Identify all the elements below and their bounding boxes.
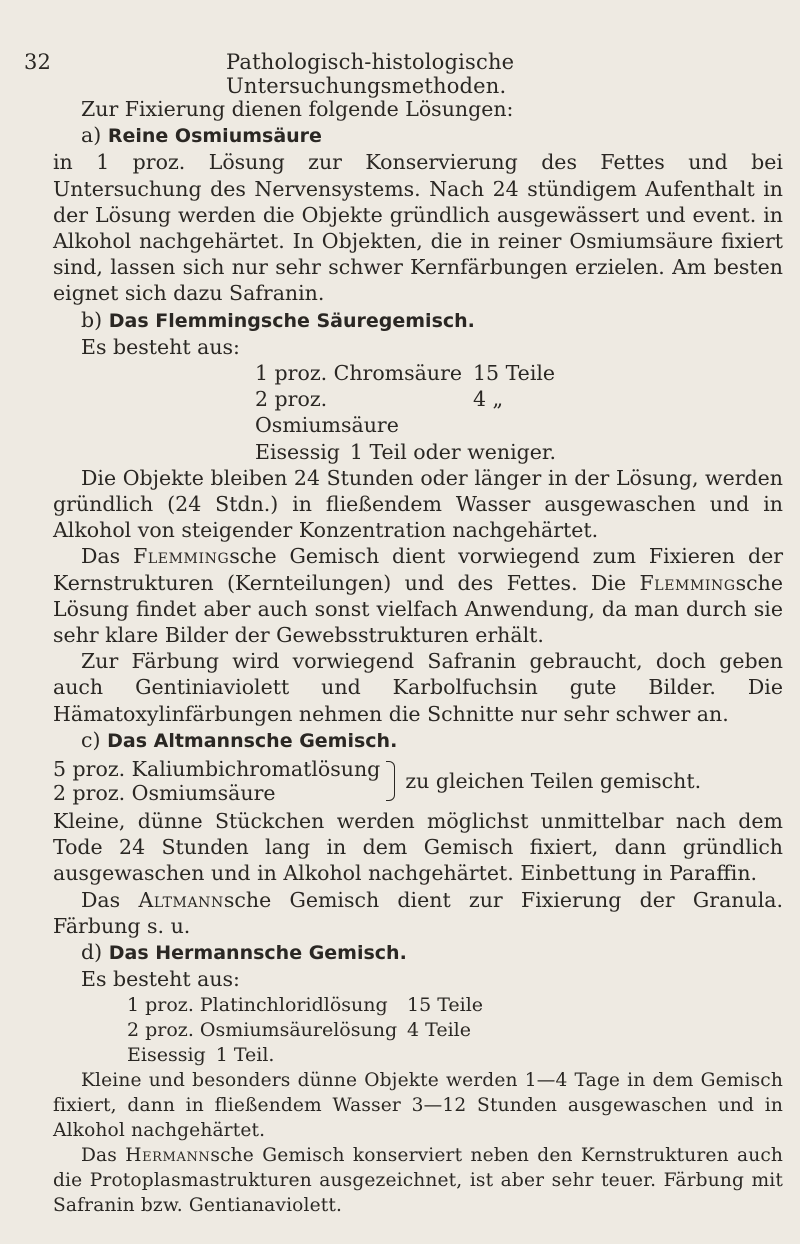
- formula-row: [255, 360, 783, 386]
- section-d-letter: d): [81, 940, 103, 965]
- section-d-consists: Es besteht aus:: [81, 967, 240, 992]
- page-header: [24, 50, 740, 98]
- page-number: 32: [24, 50, 52, 74]
- section-a-heading: [53, 122, 783, 149]
- formula-row: [255, 386, 783, 438]
- section-b-paragraph-1: Die Objekte bleiben 24 Stunden oder länger in der Lösung, werden gründlich (24 Stdn.) in fließendem Wasser ausgewaschen und in Alkohol von steigender Konzentration nachgehärtet.: [53, 465, 783, 543]
- ingredient-name: 1 proz. Chromsäure: [255, 361, 463, 386]
- mixture-components: [53, 757, 380, 805]
- component: 2 proz. Osmiumsäure: [53, 781, 276, 806]
- section-b-heading: [53, 307, 783, 334]
- section-b-formula: [53, 360, 783, 465]
- ingredient-name: 2 proz. Osmiumsäurelösung: [127, 1018, 398, 1041]
- author-name: Hermann: [125, 1144, 211, 1166]
- section-a-letter: a): [81, 123, 102, 148]
- section-a-text: in 1 proz. Lösung zur Konservierung des Fettes und bei Untersuchung des Nervensystems. Nach 24 stündigem Aufenthalt in der Lösung werden die Objekte gründlich ausgewässert und event. in Alkohol nachgehärtet. In Objekten, die in reiner Osmiumsäure fixiert sind, lassen sich nur sehr schwer Kernfärbungen erzielen. Am besten eignet sich dazu Safranin.: [53, 150, 783, 306]
- text-run: Das: [81, 887, 139, 912]
- formula-row: [127, 1018, 783, 1043]
- text-run: sche Lösung findet aber auch sonst vielfach Anwendung, da man durch sie sehr klare Bilder der Gewebsstrukturen erhält.: [53, 570, 783, 648]
- text-run: sche Gemisch dient vorwiegend zum Fixieren der Kernstrukturen (Kernteilungen) und des Fettes. Die: [53, 544, 783, 595]
- section-b-paragraph-2: [53, 543, 783, 648]
- text-run: sche Gemisch dient zur Fixierung der Granula. Färbung s. u.: [53, 887, 783, 938]
- ingredient-amount: 4 „: [473, 387, 504, 412]
- component: 5 proz. Kaliumbichromatlösung: [53, 757, 381, 782]
- section-d-paragraph-1: Kleine und besonders dünne Objekte werden 1—4 Tage in dem Gemisch fixiert, dann in fließendem Wasser 3—12 Stunden ausgewaschen und in Alkohol nachgehärtet.: [53, 1069, 783, 1141]
- text-run: Das: [81, 544, 134, 569]
- formula-row: [127, 1043, 783, 1068]
- formula-row: [127, 993, 783, 1018]
- section-c-paragraph-2: [53, 887, 783, 939]
- text-run: sche Gemisch konserviert neben den Kernstrukturen auch die Protoplasmastrukturen ausgezeichnet, ist aber sehr teuer. Färbung mit Safranin bzw. Gentianaviolett.: [53, 1144, 784, 1216]
- ingredient-name: Eisessig: [255, 439, 340, 464]
- section-a-title: Reine Osmiumsäure: [107, 125, 322, 148]
- author-name: Flemming: [639, 570, 736, 595]
- ingredient-amount: 4 Teile: [407, 1018, 471, 1041]
- author-name: Altmann: [138, 887, 224, 912]
- running-title: Pathologisch-histologische Untersuchungsmethoden.: [226, 50, 515, 98]
- section-b-letter: b): [81, 307, 103, 332]
- section-b-paragraph-3: Zur Färbung wird vorwiegend Safranin gebraucht, doch geben auch Gentiniaviolett und Karbolfuchsin gute Bilder. Die Hämatoxylinfärbungen nehmen die Schnitte nur sehr schwer an.: [53, 649, 783, 726]
- author-name: Flemming: [133, 544, 230, 569]
- mixture-ratio: zu gleichen Teilen gemischt.: [405, 768, 702, 793]
- section-c-letter: c): [81, 727, 101, 752]
- ingredient-name: 1 proz. Platinchloridlösung: [127, 993, 388, 1016]
- ingredient-amount: 15 Teile: [407, 993, 484, 1016]
- ingredient-name: 2 proz. Osmiumsäure: [255, 387, 399, 438]
- formula-row: [255, 439, 783, 465]
- section-c-formula: [53, 754, 783, 808]
- ingredient-name: Eisessig: [127, 1043, 206, 1066]
- section-d-heading: [53, 939, 783, 966]
- ingredient-amount: 1 Teil.: [215, 1043, 275, 1066]
- section-c-paragraph-1: Kleine, dünne Stückchen werden möglichst unmittelbar nach dem Tode 24 Stunden lang in dem Gemisch fixiert, dann gründlich ausgewaschen und in Alkohol nachgehärtet. Einbettung in Paraffin.: [53, 809, 783, 886]
- ingredient-amount: 1 Teil oder weniger.: [349, 439, 556, 464]
- section-d-title: Das Hermannsche Gemisch.: [108, 942, 407, 965]
- brace-mark: [386, 761, 395, 801]
- section-b-title: Das Flemmingsche Säuregemisch.: [108, 309, 475, 332]
- section-d-formula: [53, 993, 783, 1068]
- intro-line: Zur Fixierung dienen folgende Lösungen:: [81, 97, 514, 121]
- text-run: Das: [81, 1144, 126, 1166]
- page-body: [53, 96, 783, 1218]
- section-c-title: Das Altmannsche Gemisch.: [107, 729, 398, 752]
- section-d-paragraph-2: [53, 1143, 783, 1218]
- section-c-heading: [53, 727, 783, 754]
- section-b-consists: Es besteht aus:: [81, 334, 240, 359]
- ingredient-amount: 15 Teile: [473, 361, 556, 386]
- section-d-small-text: [53, 1068, 783, 1218]
